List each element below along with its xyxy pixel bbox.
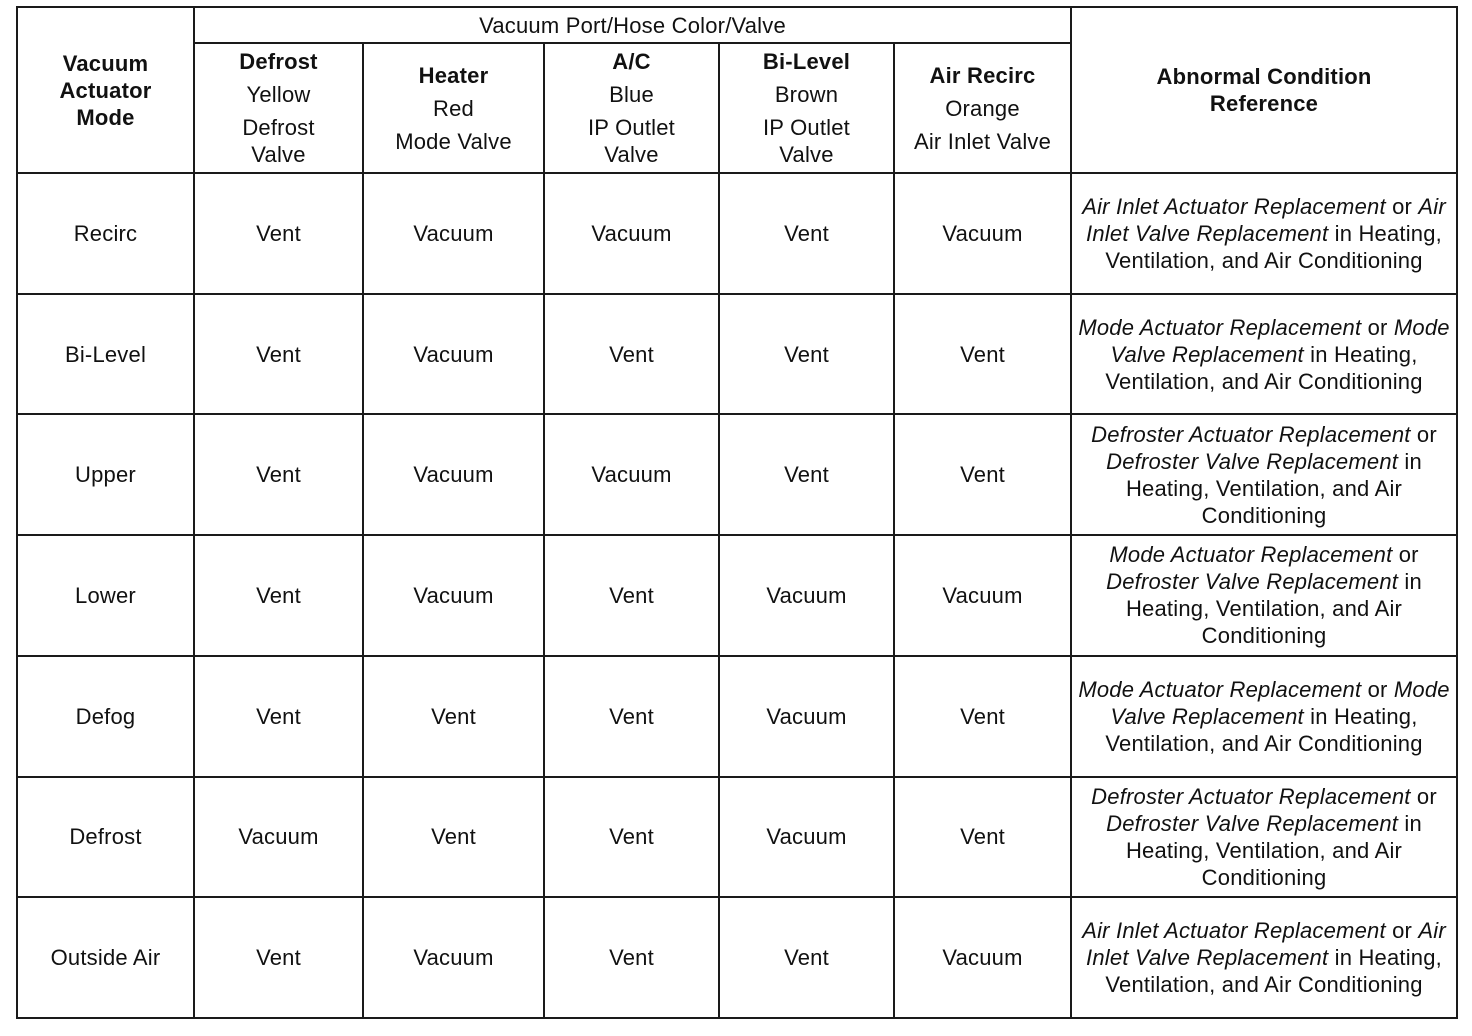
reference-actuator-link: Air Inlet Actuator Replacement <box>1082 193 1386 219</box>
port-state-cell: Vent <box>194 535 363 656</box>
port-state-cell: Vent <box>363 777 544 898</box>
table-row <box>17 777 1457 898</box>
vacuum-actuator-mode-header: Vacuum Actuator Mode <box>17 7 194 173</box>
abnormal-condition-reference-header: Abnormal Condition Reference <box>1071 7 1457 173</box>
reference-section: in Heating, Ventilation, and Air Conditioning <box>1125 569 1422 649</box>
port-state-cell: Vent <box>544 294 719 415</box>
reference-or: or <box>1392 918 1413 944</box>
reference-or: or <box>1416 783 1437 809</box>
reference-valve-link: Defroster Valve Replacement <box>1106 810 1399 836</box>
column-header-ac: A/C Blue IP Outlet Valve <box>544 43 719 173</box>
table-body <box>17 173 1457 1018</box>
port-state-cell: Vent <box>544 535 719 656</box>
reference-cell <box>1071 294 1457 415</box>
port-state-cell: Vacuum <box>194 777 363 898</box>
reference-section: in Heating, Ventilation, and Air Conditioning <box>1105 703 1423 756</box>
reference-section: in Heating, Ventilation, and Air Conditioning <box>1105 220 1442 273</box>
vacuum-port-group-header: Vacuum Port/Hose Color/Valve <box>194 7 1071 43</box>
reference-section: in Heating, Ventilation, and Air Conditioning <box>1125 448 1422 528</box>
port-state-cell: Vacuum <box>544 173 719 294</box>
reference-valve-link: Defroster Valve Replacement <box>1106 569 1399 595</box>
reference-or: or <box>1367 676 1388 702</box>
port-state-cell: Vacuum <box>544 414 719 535</box>
port-state-cell: Vent <box>544 656 719 777</box>
reference-cell <box>1071 535 1457 656</box>
table-row <box>17 897 1457 1018</box>
mode-cell: Recirc <box>17 173 194 294</box>
reference-valve-link: Mode Valve Replacement <box>1110 314 1450 367</box>
reference-or: or <box>1392 193 1413 219</box>
port-state-cell: Vent <box>719 294 894 415</box>
port-state-cell: Vent <box>719 897 894 1018</box>
table-row <box>17 173 1457 294</box>
reference-section: in Heating, Ventilation, and Air Conditioning <box>1125 810 1422 890</box>
reference-section: in Heating, Ventilation, and Air Conditioning <box>1105 341 1423 394</box>
port-state-cell: Vacuum <box>363 414 544 535</box>
table-row <box>17 656 1457 777</box>
column-header-air-recirc: Air Recirc Orange Air Inlet Valve <box>894 43 1071 173</box>
port-state-cell: Vent <box>544 897 719 1018</box>
port-state-cell: Vacuum <box>894 173 1071 294</box>
mode-cell: Lower <box>17 535 194 656</box>
reference-actuator-link: Defroster Actuator Replacement <box>1091 783 1411 809</box>
reference-actuator-link: Mode Actuator Replacement <box>1078 676 1362 702</box>
reference-actuator-link: Defroster Actuator Replacement <box>1091 421 1411 447</box>
reference-valve-link: Air Inlet Valve Replacement <box>1086 918 1446 971</box>
mode-cell: Defrost <box>17 777 194 898</box>
reference-actuator-link: Mode Actuator Replacement <box>1078 314 1362 340</box>
port-state-cell: Vent <box>719 173 894 294</box>
reference-cell <box>1071 897 1457 1018</box>
reference-cell <box>1071 173 1457 294</box>
mode-cell: Defog <box>17 656 194 777</box>
port-state-cell: Vent <box>194 414 363 535</box>
reference-cell <box>1071 414 1457 535</box>
port-state-cell: Vent <box>194 897 363 1018</box>
reference-section: in Heating, Ventilation, and Air Conditioning <box>1105 945 1442 998</box>
port-state-cell: Vent <box>719 414 894 535</box>
port-state-cell: Vent <box>363 656 544 777</box>
port-state-cell: Vacuum <box>719 656 894 777</box>
port-state-cell: Vent <box>544 777 719 898</box>
table-row <box>17 535 1457 656</box>
port-state-cell: Vacuum <box>894 535 1071 656</box>
reference-actuator-link: Mode Actuator Replacement <box>1109 542 1393 568</box>
port-state-cell: Vent <box>194 656 363 777</box>
reference-or: or <box>1416 421 1437 447</box>
port-state-cell: Vacuum <box>363 294 544 415</box>
port-state-cell: Vacuum <box>719 535 894 656</box>
port-state-cell: Vacuum <box>894 897 1071 1018</box>
column-header-heater: Heater Red Mode Valve <box>363 43 544 173</box>
reference-valve-link: Defroster Valve Replacement <box>1106 448 1399 474</box>
port-state-cell: Vacuum <box>363 173 544 294</box>
reference-valve-link: Air Inlet Valve Replacement <box>1086 193 1446 246</box>
port-state-cell: Vent <box>894 414 1071 535</box>
port-state-cell: Vent <box>894 656 1071 777</box>
mode-cell: Outside Air <box>17 897 194 1018</box>
column-header-defrost: Defrost Yellow Defrost Valve <box>194 43 363 173</box>
reference-cell <box>1071 656 1457 777</box>
port-state-cell: Vacuum <box>719 777 894 898</box>
port-state-cell: Vent <box>894 777 1071 898</box>
table-row <box>17 414 1457 535</box>
port-state-cell: Vent <box>194 173 363 294</box>
vacuum-actuator-table <box>16 6 1458 1019</box>
reference-or: or <box>1398 542 1419 568</box>
port-state-cell: Vent <box>894 294 1071 415</box>
reference-actuator-link: Air Inlet Actuator Replacement <box>1082 918 1386 944</box>
port-state-cell: Vacuum <box>363 897 544 1018</box>
reference-or: or <box>1367 314 1388 340</box>
reference-cell <box>1071 777 1457 898</box>
port-state-cell: Vacuum <box>363 535 544 656</box>
reference-valve-link: Mode Valve Replacement <box>1110 676 1450 729</box>
column-header-bi-level: Bi-Level Brown IP Outlet Valve <box>719 43 894 173</box>
mode-cell: Upper <box>17 414 194 535</box>
mode-cell: Bi-Level <box>17 294 194 415</box>
port-state-cell: Vent <box>194 294 363 415</box>
table-row <box>17 294 1457 415</box>
